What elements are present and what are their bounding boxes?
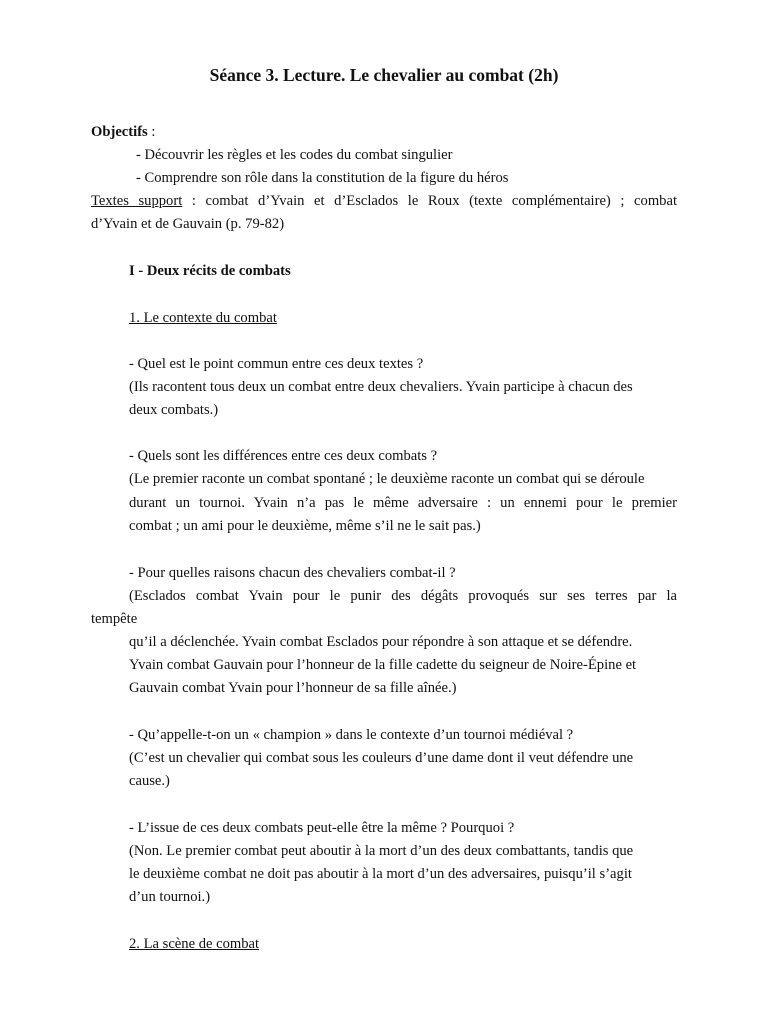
answer-line: deux combats.) xyxy=(129,402,219,418)
question: - L’issue de ces deux combats peut-elle être la même ? Pourquoi ? xyxy=(129,820,515,836)
answer-line: qu’il a déclenchée. Yvain combat Esclados pour répondre à son attaque et se défendre. xyxy=(129,634,633,650)
answer-line: (Ils racontent tous deux un combat entre deux chevaliers. Yvain participe à chacun des xyxy=(129,379,633,395)
textes-support-text: : combat d’Yvain et d’Esclados le Roux (texte complémentaire) ; combat xyxy=(182,193,677,209)
answer-line: le deuxième combat ne doit pas aboutir à la mort d’un des adversaires, puisqu’il s’agit xyxy=(129,866,632,882)
answer-line: combat ; un ami pour le deuxième, même s’il ne le sait pas.) xyxy=(129,518,481,534)
section-heading: I - Deux récits de combats xyxy=(129,263,291,279)
page-title: Séance 3. Lecture. Le chevalier au combat (2h) xyxy=(209,65,559,85)
objective-item: - Découvrir les règles et les codes du combat singulier xyxy=(136,147,453,163)
question: - Quels sont les différences entre ces deux combats ? xyxy=(129,448,438,464)
objectives-label: Objectifs xyxy=(91,124,148,140)
answer-line: durant un tournoi. Yvain n’a pas le même adversaire : un ennemi pour le premier xyxy=(129,495,677,511)
objectives-heading xyxy=(91,123,155,141)
answer-line: d’un tournoi.) xyxy=(129,889,211,905)
question: - Qu’appelle-t-on un « champion » dans le contexte d’un tournoi médiéval ? xyxy=(129,727,574,743)
textes-support-line-1 xyxy=(91,192,677,210)
textes-support-line-2: d’Yvain et de Gauvain (p. 79-82) xyxy=(91,216,285,232)
answer-line: (Non. Le premier combat peut aboutir à la mort d’un des deux combattants, tandis que xyxy=(129,843,634,859)
objectives-colon: : xyxy=(147,124,156,140)
textes-support-label: Textes support xyxy=(91,193,183,209)
answer-line: Yvain combat Gauvain pour l’honneur de la fille cadette du seigneur de Noire-Épine et xyxy=(129,657,637,673)
answer-line: cause.) xyxy=(129,773,170,789)
objective-item: - Comprendre son rôle dans la constitution de la figure du héros xyxy=(136,170,509,186)
question: - Quel est le point commun entre ces deux textes ? xyxy=(129,356,424,372)
answer-line: (C’est un chevalier qui combat sous les couleurs d’une dame dont il veut défendre une xyxy=(129,750,634,766)
answer-line: (Le premier raconte un combat spontané ; le deuxième raconte un combat qui se déroule xyxy=(129,471,645,487)
answer-line: Gauvain combat Yvain pour l’honneur de sa fille aînée.) xyxy=(129,680,457,696)
subsection-heading: 1. Le contexte du combat xyxy=(129,310,277,326)
subsection-heading: 2. La scène de combat xyxy=(129,936,260,952)
question: - Pour quelles raisons chacun des chevaliers combat-il ? xyxy=(129,565,456,581)
answer-line: (Esclados combat Yvain pour le punir des dégâts provoqués sur ses terres par la xyxy=(129,588,677,604)
answer-line: tempête xyxy=(91,611,138,627)
